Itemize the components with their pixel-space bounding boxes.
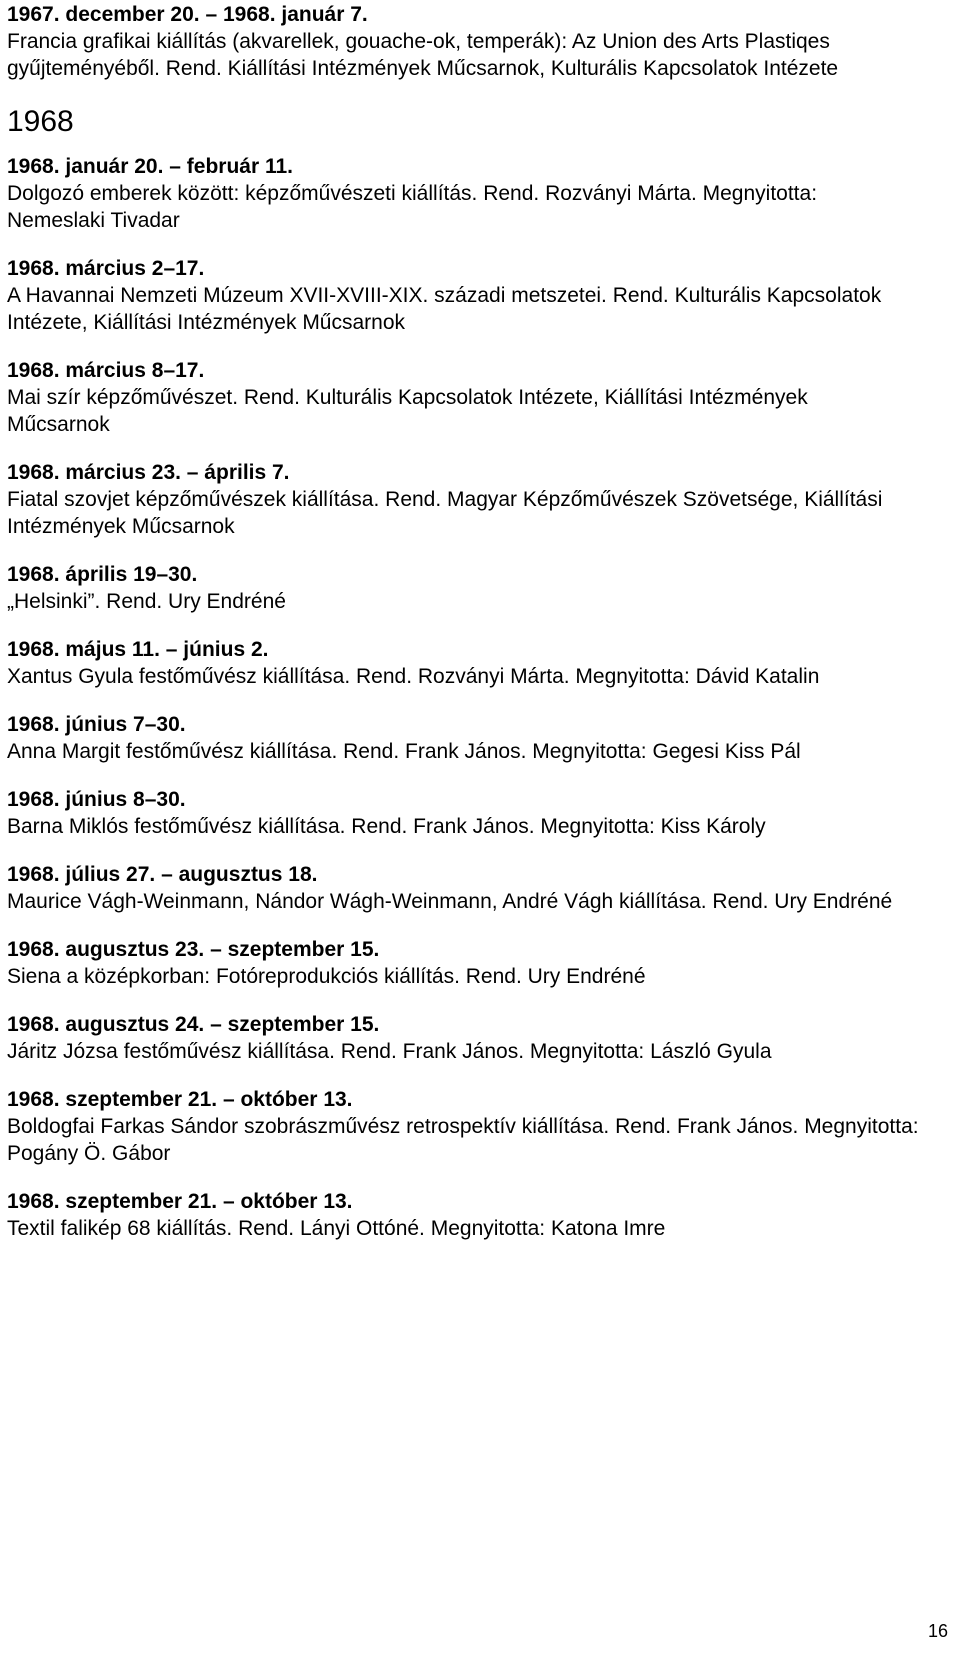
entry-description: Francia grafikai kiállítás (akvarellek, gouache-ok, temperák): Az Union des Arts Plastiqes gyűjteményéből. Rend. Kiállítási Intézmények Műcsarnok, Kulturális Kapcsolatok Intézete xyxy=(7,30,839,80)
entry-date: 1968. január 20. – február 11. xyxy=(7,155,294,178)
entry-description: A Havannai Nemzeti Múzeum XVII-XVIII-XIX. századi metszetei. Rend. Kulturális Kapcsolatok Intézete, Kiállítási Intézmények Műcsarnok xyxy=(7,284,882,334)
entry xyxy=(7,358,952,438)
entry xyxy=(7,937,952,990)
entry-1967-december xyxy=(7,2,952,82)
entry-date: 1968. augusztus 23. – szeptember 15. xyxy=(7,938,380,961)
entry xyxy=(7,562,952,615)
entry-date: 1968. szeptember 21. – október 13. xyxy=(7,1190,353,1213)
entry-date: 1968. augusztus 24. – szeptember 15. xyxy=(7,1013,380,1036)
entry-description: Mai szír képzőművészet. Rend. Kulturális Kapcsolatok Intézete, Kiállítási Intézmények Műcsarnok xyxy=(7,386,808,436)
entry xyxy=(7,862,952,915)
entry-date: 1968. június 7–30. xyxy=(7,713,186,736)
entry-description: Járitz Józsa festőművész kiállítása. Rend. Frank János. Megnyitotta: László Gyula xyxy=(7,1040,772,1063)
entry-description: Xantus Gyula festőművész kiállítása. Rend. Rozványi Márta. Megnyitotta: Dávid Katalin xyxy=(7,665,820,688)
entry-description: Dolgozó emberek között: képzőművészeti kiállítás. Rend. Rozványi Márta. Megnyitotta: Nemeslaki Tivadar xyxy=(7,182,818,232)
entry-date: 1968. március 23. – április 7. xyxy=(7,461,290,484)
entry-date: 1968. március 2–17. xyxy=(7,257,205,280)
entry-description: Anna Margit festőművész kiállítása. Rend. Frank János. Megnyitotta: Gegesi Kiss Pál xyxy=(7,740,801,763)
entry xyxy=(7,637,952,690)
entry-date: 1968. július 27. – augusztus 18. xyxy=(7,863,318,886)
document-page xyxy=(7,0,952,1242)
entry-description: „Helsinki”. Rend. Ury Endréné xyxy=(7,590,286,613)
entry-date: 1967. december 20. – 1968. január 7. xyxy=(7,3,368,26)
entry-description: Fiatal szovjet képzőművészek kiállítása. Rend. Magyar Képzőművészek Szövetsége, Kiállítási Intézmények Műcsarnok xyxy=(7,488,883,538)
entry xyxy=(7,1087,952,1167)
entry-description: Siena a középkorban: Fotóreprodukciós kiállítás. Rend. Ury Endréné xyxy=(7,965,646,988)
entry xyxy=(7,1012,952,1065)
entry-date: 1968. március 8–17. xyxy=(7,359,205,382)
entry-date: 1968. május 11. – június 2. xyxy=(7,638,269,661)
entry xyxy=(7,154,952,234)
entry-date: 1968. szeptember 21. – október 13. xyxy=(7,1088,353,1111)
entry xyxy=(7,256,952,336)
entry xyxy=(7,787,952,840)
entry-description: Textil falikép 68 kiállítás. Rend. Lányi Ottóné. Megnyitotta: Katona Imre xyxy=(7,1217,666,1240)
page-number: 16 xyxy=(927,1621,948,1641)
entry-description: Boldogfai Farkas Sándor szobrászművész retrospektív kiállítása. Rend. Frank János. Megnyitotta: Pogány Ö. Gábor xyxy=(7,1115,919,1165)
entry-description: Maurice Vágh-Weinmann, Nándor Wágh-Weinmann, André Vágh kiállítása. Rend. Ury Endréné xyxy=(7,890,893,913)
entry-date: 1968. június 8–30. xyxy=(7,788,186,811)
entry xyxy=(7,460,952,540)
year-heading: 1968 xyxy=(7,105,74,138)
entry xyxy=(7,1189,952,1242)
entry xyxy=(7,712,952,765)
entry-date: 1968. április 19–30. xyxy=(7,563,198,586)
entry-description: Barna Miklós festőművész kiállítása. Rend. Frank János. Megnyitotta: Kiss Károly xyxy=(7,815,766,838)
